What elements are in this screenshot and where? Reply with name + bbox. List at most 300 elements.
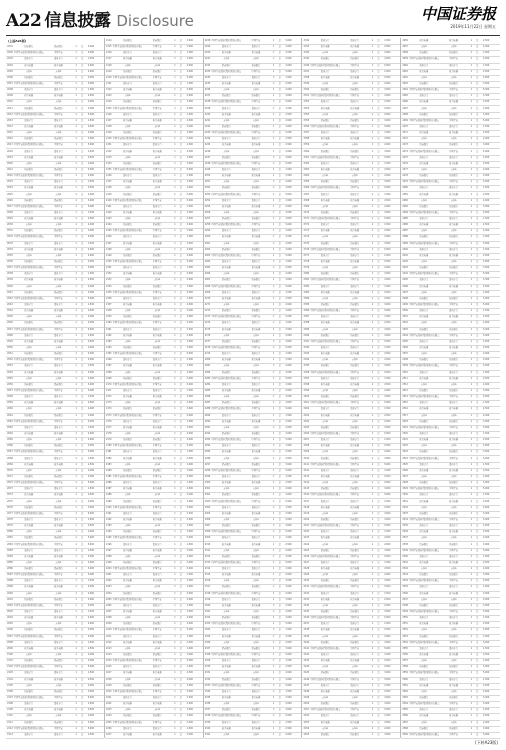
table-cell: 2025 <box>6 192 14 198</box>
table-cell: 2220 <box>105 689 113 695</box>
table-cell: 1 <box>73 499 79 505</box>
table-cell: 1 <box>468 216 474 222</box>
table-cell: 2530 <box>401 492 409 498</box>
table-cell: 1 <box>172 136 178 142</box>
table-cell: 1 <box>370 155 376 161</box>
table-cell: 2509 <box>401 363 409 369</box>
table-cell: 招商银行 <box>409 296 439 302</box>
table-cell: 贵州茅台 <box>439 93 469 99</box>
table-cell: 2,500 <box>381 627 393 633</box>
table-cell: 是 <box>79 499 85 505</box>
table-cell: 2515 <box>401 400 409 406</box>
table-cell: 是 <box>178 173 184 179</box>
table-cell: 1,500 <box>381 192 393 198</box>
table-cell: 万科A <box>211 241 241 247</box>
table-cell: 万科A <box>44 253 74 259</box>
table-cell: 贵州茅台 <box>211 597 241 603</box>
table-cell: 格力电器 <box>439 38 469 44</box>
table-cell: 2,500 <box>283 234 295 240</box>
table-cell: 3,000 <box>283 554 295 560</box>
table-cell: 是 <box>277 339 283 345</box>
table-cell: 1,500 <box>480 554 492 560</box>
table-cell: 2122 <box>105 87 113 93</box>
table-cell: 万科A <box>14 222 44 228</box>
table-cell: 中国平安保险(集团)股份有限公司 <box>211 437 241 443</box>
table-cell: 贵州茅台 <box>113 388 143 394</box>
table-cell: 是 <box>474 56 480 62</box>
table-cell: 1 <box>73 106 79 112</box>
table-cell: 格力电器 <box>44 646 74 652</box>
table-cell: 1 <box>172 253 178 259</box>
table-cell: 招商银行 <box>310 701 340 707</box>
table-cell: 格力电器 <box>340 290 370 296</box>
table-cell: 是 <box>376 683 382 689</box>
table-cell: 贵州茅台 <box>44 701 74 707</box>
table-cell: 1 <box>370 179 376 185</box>
table-cell: 1 <box>73 136 79 142</box>
table-cell: 2182 <box>105 456 113 462</box>
table-cell: 2462 <box>401 75 409 81</box>
table-cell: 1 <box>172 499 178 505</box>
table-cell: 2,500 <box>480 713 492 719</box>
table-cell: 格力电器 <box>113 241 143 247</box>
table-cell: 2125 <box>105 106 113 112</box>
table-cell: 是 <box>376 161 382 167</box>
table-cell: 格力电器 <box>14 492 44 498</box>
table-cell: 2114 <box>105 38 113 44</box>
table-cell: 是 <box>277 627 283 633</box>
table-cell: 是 <box>277 499 283 505</box>
table-cell: 1 <box>172 241 178 247</box>
table-cell: 2473 <box>401 142 409 148</box>
table-cell: 2289 <box>204 413 212 419</box>
table-cell: 2308 <box>204 529 212 535</box>
table-cell: 招商银行 <box>211 308 241 314</box>
table-cell: 2177 <box>105 425 113 431</box>
table-cell: 中国平安 <box>142 505 172 511</box>
table-cell: 贵州茅台 <box>439 124 469 130</box>
table-cell: 招商银行 <box>142 161 172 167</box>
table-cell: 2501 <box>401 314 409 320</box>
table-cell: 5,000 <box>283 713 295 719</box>
table-cell: 1 <box>271 345 277 351</box>
table-cell: 1 <box>73 234 79 240</box>
table-cell: 中国平安保险(集团)股份有限公司 <box>409 394 439 400</box>
table-cell: 2307 <box>204 523 212 529</box>
table-cell: 是 <box>178 732 184 738</box>
table-cell: 格力电器 <box>310 382 340 388</box>
table-cell: 中国平安 <box>44 572 74 578</box>
table-cell: 格力电器 <box>241 511 271 517</box>
table-cell: 2,500 <box>381 535 393 541</box>
table-cell: 万科A <box>340 50 370 56</box>
table-cell: 2074 <box>6 492 14 498</box>
table-cell: 中国平安保险(集团)股份有限公司 <box>409 302 439 308</box>
table-cell: 1 <box>370 320 376 326</box>
table-cell: 3,000 <box>283 339 295 345</box>
table-cell: 5,000 <box>283 130 295 136</box>
table-cell: 中国平安保险(集团)股份有限公司 <box>113 136 143 142</box>
table-cell: 招商银行 <box>409 419 439 425</box>
table-cell: 招商银行 <box>44 474 74 480</box>
table-cell: 格力电器 <box>211 542 241 548</box>
table-cell: 万科A <box>113 339 143 345</box>
table-cell: 是 <box>277 161 283 167</box>
table-cell: 2,500 <box>283 142 295 148</box>
table-cell: 2,000 <box>283 87 295 93</box>
table-cell: 2390 <box>302 333 310 339</box>
table-cell: 格力电器 <box>14 462 44 468</box>
table-cell: 2161 <box>105 327 113 333</box>
table-cell: 2,500 <box>480 222 492 228</box>
table-cell: 1 <box>271 388 277 394</box>
table-cell: 5,000 <box>184 535 196 541</box>
table-cell: 贵州茅台 <box>241 566 271 572</box>
table-cell: 1 <box>468 106 474 112</box>
table-cell: 万科A <box>310 542 340 548</box>
table-cell: 2,000 <box>184 370 196 376</box>
table-cell: 是 <box>277 603 283 609</box>
table-cell: 2367 <box>302 192 310 198</box>
table-cell: 1 <box>172 382 178 388</box>
table-cell: 2,500 <box>184 670 196 676</box>
table-cell: 是 <box>79 382 85 388</box>
table-cell: 1 <box>271 302 277 308</box>
table-cell: 万科A <box>211 425 241 431</box>
table-cell: 1,500 <box>85 517 97 523</box>
table-cell: 是 <box>178 701 184 707</box>
table-cell: 1 <box>172 265 178 271</box>
table-cell: 格力电器 <box>142 87 172 93</box>
table-cell: 是 <box>474 523 480 529</box>
table-cell: 5,000 <box>480 701 492 707</box>
table-cell: 1 <box>172 443 178 449</box>
table-cell: 格力电器 <box>340 535 370 541</box>
table-cell: 是 <box>277 50 283 56</box>
table-cell: 贵州茅台 <box>14 486 44 492</box>
table-cell: 2536 <box>401 529 409 535</box>
table-cell: 万科A <box>211 517 241 523</box>
table-cell: 贵州茅台 <box>409 93 439 99</box>
table-cell: 2,500 <box>480 591 492 597</box>
table-cell: 格力电器 <box>409 69 439 75</box>
table-cell: 是 <box>178 142 184 148</box>
table-cell: 格力电器 <box>439 376 469 382</box>
table-cell: 万科A <box>44 284 74 290</box>
table-cell: 1 <box>370 216 376 222</box>
table-cell: 1 <box>468 204 474 210</box>
table-cell: 1 <box>73 609 79 615</box>
table-cell: 2429 <box>302 572 310 578</box>
table-cell: 格力电器 <box>44 707 74 713</box>
table-cell: 中国平安 <box>340 646 370 652</box>
table-cell: 是 <box>376 339 382 345</box>
table-cell: 是 <box>376 505 382 511</box>
table-cell: 3,000 <box>184 345 196 351</box>
table-cell: 2564 <box>401 701 409 707</box>
table-cell: 5,000 <box>283 314 295 320</box>
table-cell: 是 <box>474 112 480 118</box>
table-cell: 2508 <box>401 357 409 363</box>
table-cell: 是 <box>376 732 382 738</box>
table-cell: 1 <box>73 69 79 75</box>
table-cell: 3,000 <box>480 572 492 578</box>
table-cell: 招商银行 <box>340 179 370 185</box>
table-cell: 中国平安保险(集团)股份有限公司 <box>14 480 44 486</box>
table-cell: 贵州茅台 <box>14 456 44 462</box>
table-cell: 贵州茅台 <box>211 689 241 695</box>
table-cell: 1 <box>73 535 79 541</box>
table-cell: 是 <box>178 228 184 234</box>
table-cell: 1 <box>468 376 474 382</box>
table-cell: 是 <box>277 517 283 523</box>
table-cell: 贵州茅台 <box>142 480 172 486</box>
table-cell: 中国平安 <box>44 695 74 701</box>
table-cell: 2,500 <box>184 548 196 554</box>
table-cell: 2529 <box>401 486 409 492</box>
table-cell: 是 <box>474 689 480 695</box>
table-cell: 2102 <box>6 664 14 670</box>
table-cell: 招商银行 <box>142 652 172 658</box>
table-cell: 2383 <box>302 290 310 296</box>
table-cell: 万科A <box>241 179 271 185</box>
table-cell: 5,000 <box>480 670 492 676</box>
table-cell: 是 <box>277 192 283 198</box>
table-cell: 2,000 <box>85 284 97 290</box>
table-cell: 是 <box>376 658 382 664</box>
table-cell: 2,000 <box>381 296 393 302</box>
table-cell: 万科A <box>241 701 271 707</box>
table-cell: 万科A <box>211 640 241 646</box>
table-cell: 1,500 <box>184 634 196 640</box>
table-cell: 是 <box>277 167 283 173</box>
table-cell: 格力电器 <box>310 505 340 511</box>
table-cell: 贵州茅台 <box>439 216 469 222</box>
table-row <box>401 732 500 739</box>
table-cell: 是 <box>277 505 283 511</box>
table-cell: 2485 <box>401 216 409 222</box>
table-cell: 贵州茅台 <box>409 124 439 130</box>
table-cell: 2500 <box>401 308 409 314</box>
table-cell: 3,000 <box>480 265 492 271</box>
table-cell: 格力电器 <box>142 179 172 185</box>
table-cell: 5,000 <box>283 192 295 198</box>
table-cell: 中国平安保险(集团)股份有限公司 <box>310 155 340 161</box>
table-cell: 3,000 <box>283 308 295 314</box>
table-cell: 1 <box>73 87 79 93</box>
table-cell: 1 <box>370 591 376 597</box>
table-cell: 2315 <box>204 572 212 578</box>
table-cell: 万科A <box>44 406 74 412</box>
table-cell: 2406 <box>302 431 310 437</box>
table-cell: 中国平安保险(集团)股份有限公司 <box>310 523 340 529</box>
table-cell: 万科A <box>142 492 172 498</box>
table-cell: 贵州茅台 <box>439 677 469 683</box>
table-cell: 1,500 <box>381 38 393 44</box>
table-cell: 2042 <box>6 296 14 302</box>
table-cell: 万科A <box>44 529 74 535</box>
table-cell: 万科A <box>310 634 340 640</box>
table-cell: 招商银行 <box>113 130 143 136</box>
table-cell: 是 <box>277 234 283 240</box>
table-cell: 2275 <box>204 327 212 333</box>
table-cell: 3,000 <box>480 603 492 609</box>
table-cell: 1 <box>73 81 79 87</box>
table-cell: 是 <box>376 357 382 363</box>
table-cell: 格力电器 <box>409 314 439 320</box>
table-cell: 1 <box>468 732 474 738</box>
table-cell: 1 <box>370 277 376 283</box>
table-cell: 万科A <box>439 689 469 695</box>
table-cell: 是 <box>178 615 184 621</box>
table-cell: 2204 <box>105 591 113 597</box>
table-cell: 中国平安 <box>340 523 370 529</box>
table-cell: 招商银行 <box>241 492 271 498</box>
table-cell: 2279 <box>204 351 212 357</box>
table-cell: 1 <box>73 308 79 314</box>
table-cell: 1 <box>271 591 277 597</box>
table-cell: 中国平安 <box>142 136 172 142</box>
table-cell: 1 <box>172 554 178 560</box>
table-cell: 格力电器 <box>44 615 74 621</box>
table-cell: 2520 <box>401 431 409 437</box>
table-cell: 是 <box>178 314 184 320</box>
table-cell: 3,000 <box>283 185 295 191</box>
table-cell: 1,500 <box>184 204 196 210</box>
table-cell: 2,500 <box>480 345 492 351</box>
table-cell: 2187 <box>105 486 113 492</box>
table-cell: 2420 <box>302 517 310 523</box>
table-cell: 2513 <box>401 388 409 394</box>
table-cell: 1 <box>73 462 79 468</box>
table-cell: 2,500 <box>381 443 393 449</box>
table-cell: 2200 <box>105 566 113 572</box>
table-cell: 1 <box>73 652 79 658</box>
table-cell: 中国平安 <box>241 713 271 719</box>
table-cell: 1 <box>468 112 474 118</box>
table-cell: 2188 <box>105 492 113 498</box>
table-cell: 1,500 <box>283 627 295 633</box>
table-cell: 1 <box>370 63 376 69</box>
table-cell: 2,500 <box>381 75 393 81</box>
table-cell: 1 <box>73 572 79 578</box>
table-cell: 万科A <box>409 351 439 357</box>
table-cell: 2,000 <box>85 529 97 535</box>
table-cell: 5,000 <box>480 302 492 308</box>
table-cell: 1 <box>271 192 277 198</box>
table-cell: 2126 <box>105 112 113 118</box>
table-cell: 2252 <box>204 185 212 191</box>
table-cell: 2527 <box>401 474 409 480</box>
table-cell: 格力电器 <box>340 566 370 572</box>
table-cell: 2364 <box>302 173 310 179</box>
table-cell: 2417 <box>302 499 310 505</box>
table-cell: 1 <box>271 511 277 517</box>
table-cell: 2475 <box>401 155 409 161</box>
table-cell: 中国平安 <box>142 535 172 541</box>
table-cell: 万科A <box>310 388 340 394</box>
table-cell: 中国平安 <box>241 499 271 505</box>
table-cell: 是 <box>178 640 184 646</box>
table-cell: 万科A <box>44 314 74 320</box>
table-cell: 万科A <box>439 259 469 265</box>
table-cell: 贵州茅台 <box>14 548 44 554</box>
table-cell: 中国平安保险(集团)股份有限公司 <box>409 517 439 523</box>
table-cell: 2281 <box>204 363 212 369</box>
table-cell: 是 <box>79 87 85 93</box>
table-cell: 2482 <box>401 198 409 204</box>
table-cell: 1 <box>172 333 178 339</box>
table-cell: 是 <box>376 456 382 462</box>
table-cell: 2452 <box>302 713 310 719</box>
table-cell: 招商银行 <box>14 167 44 173</box>
table-cell: 是 <box>277 677 283 683</box>
table-cell: 是 <box>79 210 85 216</box>
table-cell: 2257 <box>204 216 212 222</box>
table-cell: 1 <box>271 462 277 468</box>
table-cell: 贵州茅台 <box>113 81 143 87</box>
table-cell: 招商银行 <box>113 652 143 658</box>
table-cell: 3,000 <box>381 517 393 523</box>
table-cell: 招商银行 <box>340 640 370 646</box>
table-row <box>105 732 203 739</box>
table-cell: 是 <box>376 406 382 412</box>
table-cell: 1 <box>73 198 79 204</box>
table-cell: 是 <box>178 572 184 578</box>
table-cell: 2,000 <box>381 480 393 486</box>
table-cell: 3,000 <box>381 118 393 124</box>
table-cell: 招商银行 <box>340 118 370 124</box>
table-cell: 是 <box>376 542 382 548</box>
table-cell: 1 <box>73 112 79 118</box>
table-cell: 格力电器 <box>241 634 271 640</box>
table-cell: 2063 <box>6 425 14 431</box>
table-cell: 是 <box>474 621 480 627</box>
table-cell: 万科A <box>409 198 439 204</box>
table-cell: 2256 <box>204 210 212 216</box>
table-cell: 贵州茅台 <box>340 437 370 443</box>
table-cell: 贵州茅台 <box>142 234 172 240</box>
table-cell: 2466 <box>401 99 409 105</box>
table-cell: 是 <box>376 56 382 62</box>
table-cell: 中国平安保险(集团)股份有限公司 <box>310 63 340 69</box>
table-cell: 是 <box>474 517 480 523</box>
table-cell: 是 <box>376 93 382 99</box>
table-cell: 万科A <box>340 265 370 271</box>
table-cell: 招商银行 <box>310 732 340 738</box>
table-cell: 2280 <box>204 357 212 363</box>
table-cell: 1 <box>172 314 178 320</box>
table-cell: 2109 <box>6 707 14 713</box>
table-cell: 1 <box>468 468 474 474</box>
table-cell: 2027 <box>6 204 14 210</box>
table-cell: 2134 <box>105 161 113 167</box>
table-cell: 招商银行 <box>14 720 44 726</box>
table-cell: 格力电器 <box>142 56 172 62</box>
table-cell: 2,000 <box>283 179 295 185</box>
table-cell: 格力电器 <box>310 167 340 173</box>
table-cell: 中国平安 <box>44 265 74 271</box>
table-cell: 贵州茅台 <box>44 640 74 646</box>
table-cell: 2269 <box>204 290 212 296</box>
table-cell: 2487 <box>401 228 409 234</box>
table-cell: 2,000 <box>283 732 295 738</box>
table-cell: 是 <box>376 634 382 640</box>
table-cell: 2,500 <box>480 161 492 167</box>
table-cell: 中国平安保险(集团)股份有限公司 <box>409 363 439 369</box>
table-cell: 2385 <box>302 302 310 308</box>
table-cell: 1 <box>172 634 178 640</box>
